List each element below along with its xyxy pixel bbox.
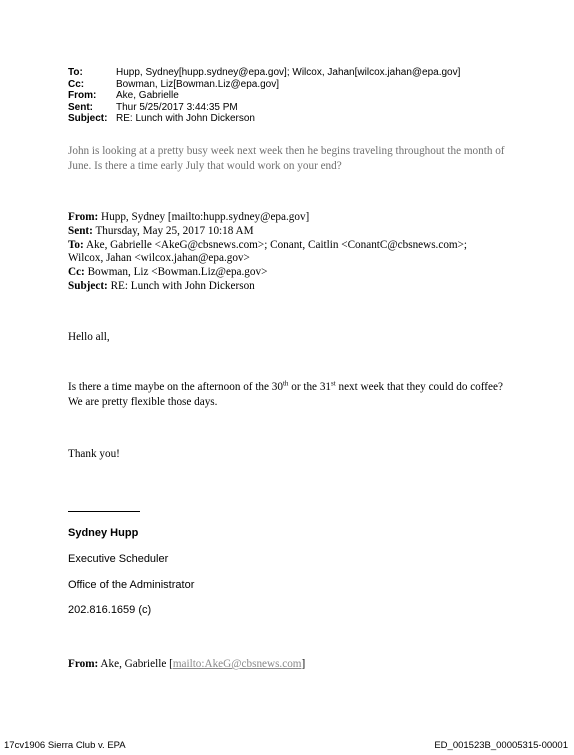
- fwd-from-label: From:: [68, 211, 99, 223]
- fwd-sent-label: Sent:: [68, 224, 93, 237]
- header-row-to: [68, 67, 460, 79]
- header-value: Thur 5/25/2017 3:44:35 PM: [116, 101, 238, 113]
- trailing-from-label: From:: [68, 658, 99, 670]
- signature-rule: [68, 511, 140, 512]
- fwd-sent-line: [68, 225, 467, 239]
- header-key: Subject:: [68, 113, 108, 125]
- page-footer: [4, 740, 568, 751]
- fwd-cc-label: Cc:: [68, 266, 85, 279]
- fwd-from-value: Hupp, Sydney [mailto:hupp.sydney@epa.gov]: [98, 211, 310, 223]
- fwd-from-line: [68, 211, 467, 225]
- header-key: Cc:: [68, 78, 85, 90]
- fwd-to-label: To:: [68, 238, 84, 251]
- header-key: Sent:: [68, 101, 93, 113]
- header-value: Bowman, Liz[Bowman.Liz@epa.gov]: [116, 78, 280, 90]
- fwd-to-line-2: Wilcox, Jahan <wilcox.jahan@epa.gov>: [68, 252, 250, 265]
- signature-name: Sydney Hupp: [68, 527, 139, 539]
- header-key: From:: [68, 90, 97, 102]
- header-row-from: [68, 90, 460, 102]
- fwd-to-value: Ake, Gabrielle <AkeG@cbsnews.com>; Conant, Caitlin <ConantC@cbsnews.com>;: [83, 238, 468, 251]
- trailing-close: ]: [301, 658, 306, 670]
- email-header: [68, 67, 460, 125]
- greeting: Hello all,: [68, 331, 110, 343]
- header-key: To:: [68, 67, 83, 78]
- footer-case-label: 17cv1906 Sierra Club v. EPA: [4, 740, 126, 751]
- signature-phone: 202.816.1659 (c): [68, 604, 152, 616]
- body-sup-2: st: [331, 379, 336, 388]
- body-sup-1: th: [282, 379, 289, 388]
- header-value: RE: Lunch with John Dickerson: [116, 113, 255, 125]
- forwarded-header: [68, 211, 467, 294]
- header-row-cc: [68, 79, 460, 91]
- signature-office: Office of the Administrator: [68, 579, 195, 591]
- trailing-from-value: Ake, Gabrielle [: [98, 658, 173, 670]
- fwd-subject-line: [68, 280, 467, 294]
- footer-bates-number: ED_001523B_00005315-00001: [434, 740, 568, 751]
- header-value: Hupp, Sydney[hupp.sydney@epa.gov]; Wilcox, Jahan[wilcox.jahan@epa.gov]: [116, 67, 461, 78]
- trailing-from-line: [68, 657, 305, 672]
- body-text-b: or the 31: [288, 381, 332, 393]
- fwd-sent-value: Thursday, May 25, 2017 10:18 AM: [92, 224, 254, 237]
- mailto-link[interactable]: mailto:AkeG@cbsnews.com: [172, 658, 302, 670]
- fwd-subject-value: RE: Lunch with John Dickerson: [107, 279, 255, 292]
- fwd-cc-line: [68, 266, 467, 280]
- fwd-subject-label: Subject:: [68, 279, 108, 292]
- body-paragraph: [68, 380, 508, 410]
- reply-text: John is looking at a pretty busy week next week then he begins traveling throughout the month of June. Is there a time early July that would work on your end?: [68, 145, 505, 172]
- body-text-a: Is there a time maybe on the afternoon of the 30: [68, 381, 283, 393]
- fwd-cc-value: Bowman, Liz <Bowman.Liz@epa.gov>: [84, 266, 268, 279]
- header-row-subject: [68, 113, 460, 125]
- header-row-sent: [68, 102, 460, 114]
- signature-title: Executive Scheduler: [68, 553, 169, 565]
- body-text-c: next week that they could do coffee? We are pretty flexible those days.: [68, 381, 503, 408]
- thanks: Thank you!: [68, 448, 120, 460]
- header-value: Ake, Gabrielle: [116, 90, 179, 102]
- fwd-to-line: [68, 239, 467, 253]
